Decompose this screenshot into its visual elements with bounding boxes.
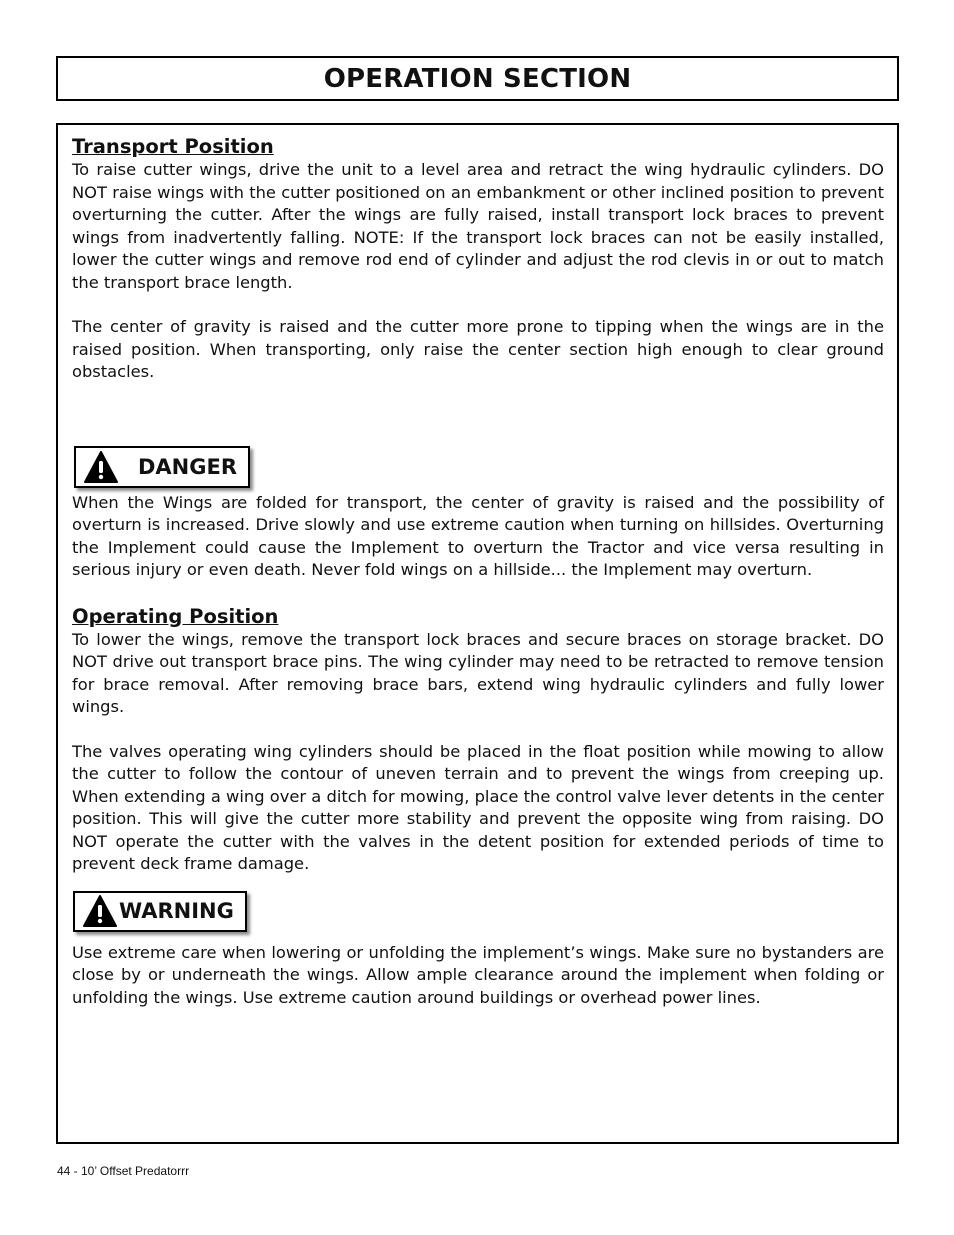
transport-paragraph-1: To raise cutter wings, drive the unit to a level area and retract the wing hydraulic cylinders. DO NOT raise wings with the cutter positioned on an embankment or other inclined position to prevent overturning the cutter. After the wings are fully raised, install transport lock braces to prevent wings from inadvertently falling. NOTE: If the transport lock braces can not be easily installed, lower the cutter wings and remove rod end of cylinder and adjust the rod clevis in or out to match the transport brace length. bbox=[72, 160, 884, 292]
page-title-box bbox=[56, 56, 899, 101]
warning-triangle-icon bbox=[84, 451, 118, 483]
warning-label-box bbox=[73, 891, 247, 932]
operating-paragraph-1: To lower the wings, remove the transport lock braces and secure braces on storage bracket. DO NOT drive out transport brace pins. The wing cylinder may need to be retracted to remove tension for brace removal. After removing brace bars, extend wing hydraulic cylinders and fully lower wings. bbox=[72, 629, 884, 716]
danger-text: When the Wings are folded for transport, the center of gravity is raised and the possibility of overturn is increased. Drive slowly and use extreme caution when turning on hillsides. Overturning the Implement could cause the Implement to overturn the Tractor and vice versa resulting in serious injury or even death. Never fold wings on a hillside... the Implement may overturn. bbox=[72, 492, 884, 579]
transport-heading: Transport Position bbox=[72, 135, 274, 158]
danger-label: DANGER bbox=[138, 454, 238, 479]
content-body bbox=[72, 135, 884, 1009]
warning-triangle-icon bbox=[83, 895, 117, 927]
danger-label-box bbox=[74, 446, 250, 488]
warning-text: Use extreme care when lowering or unfolding the implement’s wings. Make sure no bystanders are close by or underneath the wings. Allow ample clearance around the implement when folding or unfolding the wings. Use extreme caution around buildings or overhead power lines. bbox=[72, 942, 884, 1007]
page-footer: 44 - 10’ Offset Predatorrr bbox=[57, 1164, 190, 1178]
operating-paragraph-2: The valves operating wing cylinders should be placed in the float position while mowing to allow the cutter to follow the contour of uneven terrain and to prevent the wings from creeping up. When extending a wing over a ditch for mowing, place the control valve lever detents in the center position. This will give the cutter more stability and prevent the opposite wing from raising. DO NOT operate the cutter with the valves in the detent position for extended periods of time to prevent deck frame damage. bbox=[72, 741, 884, 873]
warning-label: WARNING bbox=[119, 899, 234, 923]
content-frame bbox=[56, 123, 899, 1144]
operating-heading: Operating Position bbox=[72, 604, 279, 628]
transport-paragraph-2: The center of gravity is raised and the cutter more prone to tipping when the wings are in the raised position. When transporting, only raise the center section high enough to clear ground obstacles. bbox=[72, 317, 884, 381]
page-title: OPERATION SECTION bbox=[323, 64, 632, 94]
